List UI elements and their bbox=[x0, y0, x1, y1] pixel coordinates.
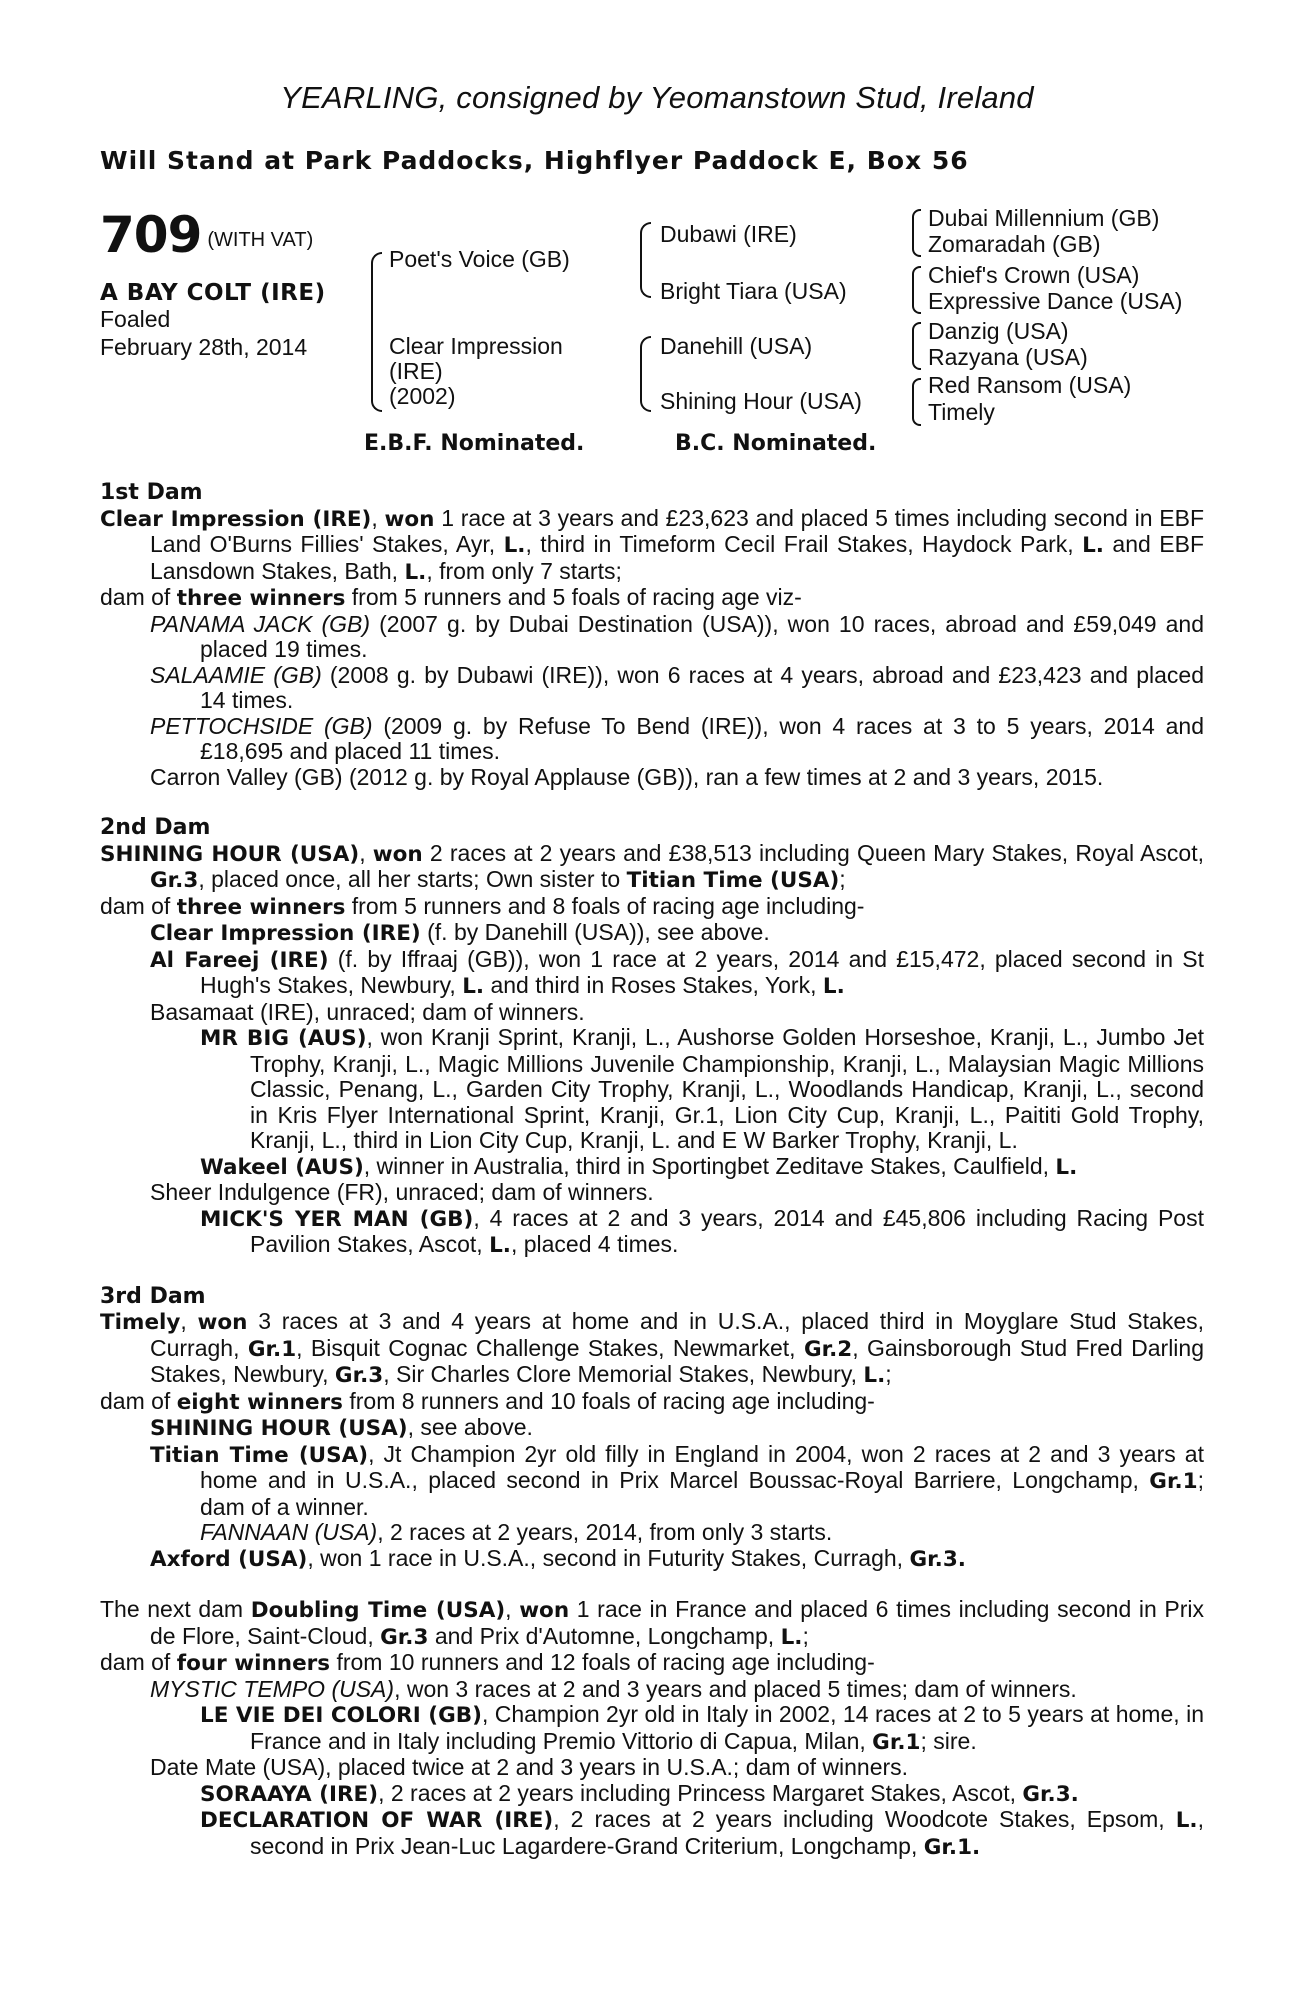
produce-entry bbox=[100, 714, 1204, 765]
produce-text: ; sire. bbox=[920, 1727, 977, 1754]
sire-sire: Dubawi (IRE) bbox=[660, 221, 797, 247]
group-mark: Gr.3. bbox=[1022, 1781, 1079, 1807]
produce-text: and third in Roses Stakes, York, bbox=[484, 972, 823, 998]
consignment-heading: YEARLING, consigned by Yeomanstown Stud, Ireland bbox=[280, 80, 1034, 115]
record-text: and Prix d'Automne, Longchamp, bbox=[428, 1622, 781, 1649]
produce-text: (2009 g. by Refuse To Bend (IRE)), won 4 races at 3 to 5 years, 2014 and £18,695 and placed 11 times. bbox=[200, 712, 1204, 764]
first-dam-heading: 1st Dam bbox=[100, 480, 203, 505]
gg-7: Red Ransom (USA) bbox=[928, 372, 1132, 398]
listed-mark: L. bbox=[863, 1363, 886, 1388]
first-dam-produce-summary bbox=[100, 585, 1204, 612]
produce-entry bbox=[100, 920, 1204, 947]
second-dam-heading: 2nd Dam bbox=[100, 815, 211, 840]
ebf-nominated: E.B.F. Nominated. bbox=[364, 431, 585, 456]
listed-mark: L. bbox=[503, 533, 526, 558]
produce-name: Wakeel (AUS) bbox=[200, 1154, 364, 1180]
produce-text: , Jt Champion 2yr old filly in England in 2004, won 2 races at 2 and 3 years at home and in U.S.A., placed second in Prix Marcel Boussac-Royal Barriere, Longchamp, bbox=[200, 1440, 1204, 1493]
produce-text: , placed 4 times. bbox=[510, 1231, 679, 1257]
record-text: ; bbox=[802, 1622, 809, 1649]
grand-produce-entry bbox=[100, 1025, 1204, 1154]
produce-text: Date Mate (USA), placed twice at 2 and 3 years in U.S.A.; dam of winners. bbox=[150, 1754, 909, 1780]
listed-mark: L. bbox=[489, 1233, 511, 1258]
second-dam-record: SHINING HOUR (USA), won 2 races at 2 years and £38,513 including Queen Mary Stakes, Royal Ascot, Gr.3, placed once, all her starts; Own sister to Titian Time (USA); bbox=[100, 839, 1204, 893]
next-dam-produce-summary bbox=[100, 1650, 1204, 1677]
group-mark: Gr.3. bbox=[909, 1546, 966, 1572]
group-mark: Gr.3 bbox=[150, 868, 199, 893]
grand-produce-entry bbox=[100, 1154, 1204, 1181]
next-dam-record: The next dam Doubling Time (USA), won 1 race in France and placed 6 times including second in Prix de Flore, Saint-Cloud, Gr.3 and Prix d'Automne, Longchamp, L.; bbox=[100, 1596, 1204, 1650]
brace-g1 bbox=[912, 209, 921, 257]
third-dam-record: Timely, won 3 races at 3 and 4 years at home and in U.S.A., placed third in Moyglare Stud Stakes, Curragh, Gr.1, Bisquit Cognac Challenge Stakes, Newmarket, Gr.2, Gainsborough Stud Fred Darling Stakes, Newbury, Gr.3, Sir Charles Clore Memorial Stakes, Newbury, L.; bbox=[100, 1308, 1204, 1388]
produce-text: (f. by Iffraaj (GB)), won 1 race at 2 years, 2014 and £15,472, placed second in St Hugh's Stakes, Newbury, bbox=[200, 945, 1204, 998]
foaled-label: Foaled bbox=[100, 306, 171, 332]
grand-produce-entry bbox=[100, 1807, 1204, 1860]
next-dam-intro: The next dam bbox=[100, 1596, 251, 1622]
produce-entry bbox=[100, 1546, 1204, 1573]
vat-note: (WITH VAT) bbox=[207, 229, 314, 251]
dam-of-rest: from 5 runners and 5 foals of racing age viz- bbox=[345, 584, 802, 610]
produce-text: , see above. bbox=[407, 1414, 533, 1440]
won-label: won bbox=[372, 841, 423, 867]
third-dam-heading: 3rd Dam bbox=[100, 1283, 206, 1309]
group-mark: Gr.1 bbox=[872, 1729, 921, 1755]
listed-mark: L. bbox=[1175, 1808, 1198, 1833]
brace-dam bbox=[640, 336, 651, 412]
record-text: , placed once, all her starts; Own sister to bbox=[198, 866, 627, 892]
listed-mark: L. bbox=[1082, 533, 1104, 558]
gg-6: Razyana (USA) bbox=[928, 344, 1088, 370]
produce-name: MR BIG (AUS) bbox=[200, 1026, 367, 1051]
grand-produce-entry bbox=[100, 1781, 1204, 1808]
record-text: 2 races at 2 years and £38,513 including Queen Mary Stakes, Royal Ascot, bbox=[422, 839, 1204, 866]
won-label: won bbox=[384, 506, 435, 532]
dam-name-line2: (IRE) bbox=[389, 358, 443, 384]
dam-dam: Shining Hour (USA) bbox=[660, 388, 862, 414]
dam-of-rest: from 5 runners and 8 foals of racing age including- bbox=[345, 892, 865, 919]
group-mark: Gr.2 bbox=[803, 1336, 853, 1362]
produce-text: Basamaat (IRE), unraced; dam of winners. bbox=[150, 998, 585, 1025]
grand-produce-entry bbox=[100, 1206, 1204, 1259]
produce-name: SALAAMIE (GB) bbox=[150, 661, 322, 688]
produce-name: Axford (USA) bbox=[150, 1546, 308, 1572]
group-mark: Gr.3 bbox=[380, 1624, 429, 1650]
produce-entry bbox=[100, 765, 1204, 791]
produce-text: (2008 g. by Dubawi (IRE)), won 6 races at 4 years, abroad and £23,423 and placed 14 times. bbox=[200, 661, 1204, 713]
record-text: , Gainsborough Stud Fred Darling Stakes, Newbury, bbox=[150, 1334, 1204, 1387]
produce-text: , won 1 race in U.S.A., second in Futurity Stakes, Curragh, bbox=[307, 1544, 910, 1571]
produce-entry bbox=[100, 1677, 1204, 1703]
produce-text: , winner in Australia, third in Sportingbet Zeditave Stakes, Caulfield, bbox=[363, 1152, 1056, 1179]
produce-text: (2007 g. by Dubai Destination (USA)), won 10 races, abroad and £59,049 and placed 19 times. bbox=[200, 610, 1204, 662]
brace-g4 bbox=[912, 378, 921, 426]
produce-text: , Champion 2yr old in Italy in 2002, 14 races at 2 to 5 years at home, in France and in Italy including Premio Vittorio di Capua, Milan, bbox=[250, 1701, 1204, 1754]
produce-name: FANNAAN (USA) bbox=[200, 1519, 378, 1545]
produce-entry bbox=[100, 1000, 1204, 1026]
group-mark: Gr.1. bbox=[923, 1834, 981, 1860]
produce-entry bbox=[100, 1755, 1204, 1781]
first-dam-name: Clear Impression (IRE) bbox=[100, 506, 372, 532]
dam-of-text: dam of bbox=[100, 584, 177, 610]
produce-name: DECLARATION OF WAR (IRE) bbox=[200, 1808, 554, 1833]
listed-mark: L. bbox=[404, 559, 427, 585]
bc-nominated: B.C. Nominated. bbox=[675, 431, 877, 456]
produce-name: Al Fareej (IRE) bbox=[150, 947, 329, 973]
brace-sire bbox=[640, 222, 651, 298]
dam-of-rest: from 10 runners and 12 foals of racing age including- bbox=[330, 1649, 875, 1675]
sire-name: Poet's Voice (GB) bbox=[389, 246, 570, 272]
produce-entry bbox=[100, 1415, 1204, 1442]
dam-of-text: dam of bbox=[100, 1387, 177, 1414]
produce-text: , won 3 races at 2 and 3 years and placed 5 times; dam of winners. bbox=[394, 1675, 1077, 1702]
horse-name: A BAY COLT (IRE) bbox=[100, 280, 326, 306]
produce-name: MYSTIC TEMPO (USA) bbox=[150, 1675, 395, 1702]
gg-5: Danzig (USA) bbox=[928, 318, 1069, 344]
winners-count: eight winners bbox=[176, 1389, 343, 1415]
produce-entry bbox=[100, 1180, 1204, 1206]
second-dam-name: SHINING HOUR (USA) bbox=[100, 841, 360, 867]
record-text: , from only 7 starts; bbox=[426, 557, 622, 584]
record-text: 3 races at 3 and 4 years at home and in U.S.A., placed third in Moyglare Stud Stakes, Curragh, bbox=[150, 1308, 1204, 1361]
winners-count: four winners bbox=[176, 1651, 331, 1676]
produce-text: , won Kranji Sprint, Kranji, L., Aushorse Golden Horseshoe, Kranji, L., Jumbo Jet Trophy, Kranji, L., Magic Millions Juvenile Championship, Kranji, L., Malaysian Magic Millions Classic, Penang, L., Garden City Trophy, Kranji, L., Woodlands Handicap, Kranji, L., second in Kris Flyer International Sprint, Kranji, Gr.1, Lion City Cup, Kranji, L., Paititi Gold Trophy, Kranji, L., third in Lion City Cup, Kranji, L. and E W Barker Trophy, Kranji, L. bbox=[250, 1024, 1204, 1153]
record-text: ; bbox=[885, 1361, 892, 1387]
produce-text: Sheer Indulgence (FR), unraced; dam of winners. bbox=[150, 1179, 654, 1205]
gg-4: Expressive Dance (USA) bbox=[928, 288, 1183, 314]
produce-text: ; dam of a winner. bbox=[200, 1467, 1204, 1520]
produce-text: Carron Valley (GB) (2012 g. by Royal Applause (GB)), ran a few times at 2 and 3 years, 2015. bbox=[150, 763, 1104, 790]
brace-g2 bbox=[912, 266, 921, 314]
record-text: ; bbox=[839, 866, 846, 892]
group-mark: Gr.1 bbox=[1149, 1469, 1198, 1494]
lot-heading bbox=[100, 206, 313, 264]
record-text: , third in Timeform Cecil Frail Stakes, Haydock Park, bbox=[525, 531, 1083, 557]
sister-name: Titian Time (USA) bbox=[626, 868, 840, 893]
stand-location: Will Stand at Park Paddocks, Highflyer Paddock E, Box 56 bbox=[100, 146, 969, 175]
produce-text: (f. by Danehill (USA)), see above. bbox=[420, 919, 770, 945]
produce-text: , 2 races at 2 years including Princess Margaret Stakes, Ascot, bbox=[378, 1779, 1023, 1806]
dam-sire: Danehill (USA) bbox=[660, 333, 813, 359]
record-text: and EBF Lansdown Stakes, Bath, bbox=[150, 531, 1204, 584]
sire-dam: Bright Tiara (USA) bbox=[660, 278, 847, 304]
produce-name: SORAAYA (IRE) bbox=[200, 1781, 379, 1807]
produce-name: PETTOCHSIDE (GB) bbox=[150, 712, 373, 739]
produce-name: SHINING HOUR (USA) bbox=[150, 1416, 408, 1441]
listed-mark: L. bbox=[462, 974, 485, 999]
third-dam-name: Timely bbox=[100, 1310, 181, 1335]
winners-count: three winners bbox=[176, 586, 346, 611]
dam-of-text: dam of bbox=[100, 1649, 177, 1675]
third-dam-produce-summary bbox=[100, 1389, 1204, 1416]
produce-name: LE VIE DEI COLORI (GB) bbox=[200, 1703, 482, 1728]
gg-1: Dubai Millennium (GB) bbox=[928, 205, 1160, 231]
group-mark: Gr.1 bbox=[247, 1336, 297, 1362]
dam-of-text: dam of bbox=[100, 892, 177, 919]
gg-2: Zomaradah (GB) bbox=[928, 231, 1101, 257]
grand-produce-entry bbox=[100, 1702, 1204, 1755]
produce-entry bbox=[100, 612, 1204, 663]
won-label: won bbox=[197, 1310, 248, 1335]
produce-name: Clear Impression (IRE) bbox=[150, 921, 421, 946]
group-mark: Gr.3 bbox=[334, 1363, 384, 1388]
listed-mark: L. bbox=[780, 1624, 803, 1650]
lot-number: 709 bbox=[100, 206, 202, 264]
produce-text: , 2 races at 2 years, 2014, from only 3 starts. bbox=[377, 1519, 833, 1545]
gg-3: Chief's Crown (USA) bbox=[928, 262, 1140, 288]
produce-entry bbox=[100, 947, 1204, 1000]
brace-colt bbox=[371, 252, 382, 412]
dam-name-line3: (2002) bbox=[389, 383, 456, 409]
produce-name: PANAMA JACK (GB) bbox=[150, 610, 371, 637]
record-text: 1 race in France and placed 6 times including second in Prix de Flore, Saint-Cloud, bbox=[150, 1596, 1204, 1649]
produce-name: Titian Time (USA) bbox=[150, 1442, 369, 1468]
dam-name-line1: Clear Impression bbox=[389, 333, 563, 359]
produce-text: , 2 races at 2 years including Woodcote Stakes, Epsom, bbox=[553, 1806, 1176, 1832]
second-dam-produce-summary bbox=[100, 894, 1204, 921]
record-text: , Bisquit Cognac Challenge Stakes, Newmarket, bbox=[296, 1334, 804, 1361]
produce-name: MICK'S YER MAN (GB) bbox=[200, 1206, 474, 1232]
record-text: 1 race at 3 years and £23,623 and placed 5 times including second in EBF Land O'Burns Fillies' Stakes, Ayr, bbox=[150, 504, 1205, 557]
produce-text: , second in Prix Jean-Luc Lagardere-Grand Criterium, Longchamp, bbox=[250, 1806, 1204, 1859]
foaled-date: February 28th, 2014 bbox=[100, 334, 308, 360]
brace-g3 bbox=[912, 322, 921, 370]
grand-produce-entry bbox=[100, 1520, 1204, 1546]
winners-count: three winners bbox=[176, 894, 346, 920]
produce-entry bbox=[100, 663, 1204, 714]
gg-8: Timely bbox=[928, 399, 995, 425]
next-dam-name: Doubling Time (USA) bbox=[250, 1598, 506, 1623]
record-text: , Sir Charles Clore Memorial Stakes, Newbury, bbox=[383, 1361, 864, 1387]
listed-mark: L. bbox=[822, 974, 845, 999]
first-dam-record: Clear Impression (IRE), won 1 race at 3 years and £23,623 and placed 5 times including second in EBF Land O'Burns Fillies' Stakes, Ayr, L., third in Timeform Cecil Frail Stakes, Haydock Park, L. and EBF Lansdown Stakes, Bath, L., from only 7 starts; bbox=[100, 504, 1205, 585]
pedigree-notes bbox=[100, 480, 1204, 1860]
listed-mark: L. bbox=[1055, 1154, 1078, 1180]
won-label: won bbox=[519, 1598, 570, 1623]
dam-of-rest: from 8 runners and 10 foals of racing age including- bbox=[342, 1387, 875, 1414]
produce-entry bbox=[100, 1442, 1204, 1521]
produce-text: , 4 races at 2 and 3 years, 2014 and £45,806 including Racing Post Pavilion Stakes, Ascot, bbox=[250, 1204, 1204, 1257]
